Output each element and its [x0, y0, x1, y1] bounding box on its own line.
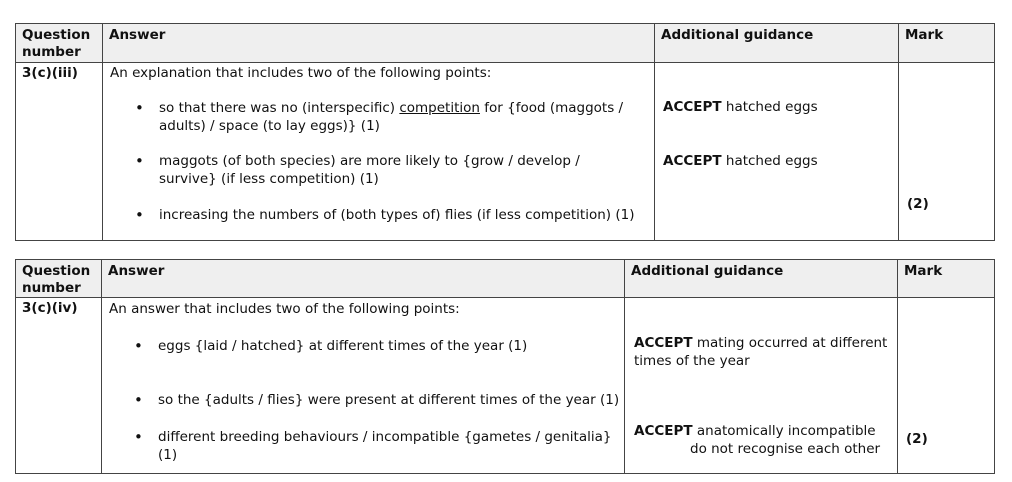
answer-point-2: • so the {adults / flies} were present at different times of the year (1) [134, 391, 648, 409]
guidance-1: ACCEPT mating occurred at different times of the year [634, 335, 888, 369]
underlined-keyword: competition [399, 100, 480, 116]
answer-point-3: • increasing the numbers of (both types of) flies (if less competition) (1) [135, 206, 679, 224]
answer-point-1: • eggs {laid / hatched} at different times of the year (1) [134, 337, 638, 355]
guidance-cell [625, 298, 898, 474]
answer-row [16, 63, 995, 241]
answer-intro: An explanation that includes two of the following points: [110, 65, 492, 81]
answer-point-1: • so that there was no (interspecific) competition for {food (maggots / adults) / space (to lay eggs)} (1) [135, 99, 629, 135]
guidance-2: ACCEPT anatomically incompatible do not recognise each other [634, 423, 881, 457]
question-number-header: Question number [16, 24, 103, 63]
question-number-header: Question number [16, 260, 102, 298]
answer-header: Answer [102, 260, 625, 298]
answer-intro: An answer that includes two of the following points: [109, 301, 460, 317]
header-row [16, 260, 995, 298]
mark-scheme-table-3c-iii [15, 23, 995, 241]
mark-value: (2) [906, 431, 928, 447]
guidance-2-line-2: do not recognise each other [690, 441, 881, 457]
additional-guidance-header: Additional guidance [625, 260, 898, 298]
answer-cell [102, 298, 625, 474]
answer-cell [103, 63, 655, 241]
answer-point-2: • maggots (of both species) are more likely to {grow / develop / survive} (if less competition) (1) [135, 152, 639, 188]
answer-row [16, 298, 995, 474]
mark-cell [899, 63, 995, 241]
header-row [16, 24, 995, 63]
additional-guidance-header: Additional guidance [655, 24, 899, 63]
answer-header: Answer [103, 24, 655, 63]
mark-value: (2) [907, 196, 929, 212]
question-number: 3(c)(iv) [16, 298, 102, 474]
mark-cell [898, 298, 995, 474]
mark-header: Mark [898, 260, 995, 298]
answer-point-3: • different breeding behaviours / incompatible {gametes / genitalia} (1) [134, 428, 618, 464]
mark-header: Mark [899, 24, 995, 63]
mark-scheme-table-3c-iv [15, 259, 995, 474]
guidance-2: ACCEPT hatched eggs [663, 153, 818, 169]
guidance-cell [655, 63, 899, 241]
question-number: 3(c)(iii) [16, 63, 103, 241]
guidance-1: ACCEPT hatched eggs [663, 99, 818, 115]
